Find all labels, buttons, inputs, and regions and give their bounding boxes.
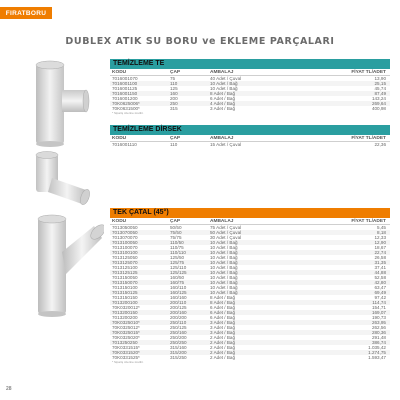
col-fiyat: FİYAT TL/ADET [351,69,386,75]
cell-cap: 110/75 [170,245,184,250]
cell-ambalaj: 10 Adet / Bağ [210,255,238,260]
cell-kod: 70K0331515* [112,345,140,350]
cell-ambalaj: 6 Adet / Bağ [210,305,236,310]
brand-logo: FIRATBORU [0,7,52,19]
section-title: TEMİZLEME TE [110,59,390,69]
section-title: TEMİZLEME DİRSEK [110,125,390,135]
cell-ambalaj: 2 Adet / Bağ [210,340,236,345]
section-title: TEK ÇATAL (45°) [110,208,390,218]
cell-cap: 160/75 [170,280,185,285]
cell-kod: 7013070070 [112,235,138,240]
column-header-row [110,135,390,142]
cell-cap: 125/125 [170,270,187,275]
cell-kod: 7013100070 [112,245,138,250]
cell-cap: 250 [170,101,178,106]
cell-kod: 7016001100 [112,81,138,86]
cell-kod: 70K0625006* [112,101,140,106]
cell-kod: 7013050050 [112,225,138,230]
temizleme-dirsek-image [30,150,100,210]
cell-ambalaj: 10 Adet / Bağ [210,245,238,250]
cell-fiyat: 143,24 [371,96,386,101]
cell-kod: 7013100100 [112,250,138,255]
column-header-row [110,218,390,225]
cell-cap: 200/125 [170,305,187,310]
footnote: * Sipariş üzerine üretilir. [112,360,144,364]
cell-cap: 315 [170,106,178,111]
cell-cap: 250/250 [170,340,187,345]
cell-cap: 75 [170,76,176,81]
table-body [110,76,390,111]
section-temizleme-dirsek [110,125,390,147]
col-ambalaj: AMBALAJ [210,69,234,75]
cell-fiyat: 97,42 [374,295,386,300]
cell-cap: 200/160 [170,310,187,315]
table-row [110,355,390,360]
cell-fiyat: 31,35 [374,260,386,265]
col-ambalaj: AMBALAJ [210,135,234,141]
cell-cap: 250/125 [170,325,187,330]
section-temizleme-te [110,59,390,115]
cell-ambalaj: 6 Adet / Bağ [210,310,236,315]
cell-fiyat: 18,67 [374,245,386,250]
cell-fiyat: 87,49 [374,91,386,96]
cell-fiyat: 44,88 [374,270,386,275]
cell-ambalaj: 2 Adet / Bağ [210,335,236,340]
cell-fiyat: 22,74 [374,250,386,255]
col-fiyat: FİYAT TL/ADET [351,135,386,141]
table-row [110,106,390,111]
col-kod: KODU [112,69,127,75]
cell-ambalaj: 2 Adet / Bağ [210,345,236,350]
cell-fiyat: 263,95 [371,320,386,325]
cell-ambalaj: 10 Adet / Bağ [210,81,238,86]
cell-cap: 75/75 [170,235,182,240]
cell-fiyat: 1.593,47 [368,355,386,360]
cell-ambalaj: 8 Adet / Bağ [210,295,236,300]
cell-cap: 160 [170,91,178,96]
cell-fiyat: 13,90 [374,76,386,81]
cell-kod: 7016001200 [112,96,138,101]
cell-kod: 70K0325020* [112,335,140,340]
cell-ambalaj: 10 Adet / Bağ [210,270,238,275]
page-title: DUBLEX ATIK SU BORU ve EKLEME PARÇALARI [65,36,335,47]
cell-kod: 70K0631500* [112,106,140,111]
cell-fiyat: 22,36 [374,142,386,147]
cell-ambalaj: 10 Adet / Bağ [210,240,238,245]
cell-cap: 125/75 [170,260,185,265]
cell-ambalaj: 40 Adet / Çuval [210,76,242,81]
col-fiyat: FİYAT TL/ADET [351,218,386,224]
cell-ambalaj: 3 Adet / Bağ [210,106,236,111]
cell-ambalaj: 2 Adet / Bağ [210,350,236,355]
cell-ambalaj: 8 Adet / Bağ [210,300,236,305]
cell-ambalaj: 10 Adet / Bağ [210,86,238,91]
cell-ambalaj: 3 Adet / Bağ [210,330,236,335]
cell-fiyat: 280,36 [371,330,386,335]
cell-cap: 315/160 [170,345,187,350]
cell-cap: 160/125 [170,290,187,295]
cell-ambalaj: 10 Adet / Bağ [210,290,238,295]
cell-kod: 7016001070 [112,76,138,81]
cell-kod: 70K0325012* [112,325,140,330]
cell-ambalaj: 50 Adet / Çuval [210,230,242,235]
cell-cap: 250/110 [170,320,187,325]
cell-ambalaj: 4 Adet / Bağ [210,101,236,106]
temizleme-te-image [18,60,90,148]
cell-cap: 110 [170,81,178,86]
cell-fiyat: 400,98 [371,106,386,111]
cell-cap: 160/50 [170,275,185,280]
table-body [110,142,390,147]
cell-fiyat: 8,18 [377,230,386,235]
cell-ambalaj: 10 Adet / Bağ [210,280,238,285]
cell-cap: 125/110 [170,265,187,270]
col-ambalaj: AMBALAJ [210,218,234,224]
cell-kod: 7013150050 [112,275,138,280]
cell-ambalaj: 8 Adet / Bağ [210,91,236,96]
cell-kod: 7013125050 [112,255,138,260]
cell-kod: 7013125070 [112,260,138,265]
cell-kod: 70K0331525* [112,355,140,360]
col-kod: KODU [112,218,127,224]
cell-kod: 7013200200 [112,315,138,320]
cell-fiyat: 45,74 [374,86,386,91]
cell-fiyat: 169,07 [371,310,386,315]
cell-fiyat: 114,74 [372,300,386,305]
cell-fiyat: 154,71 [371,305,386,310]
cell-cap: 250/200 [170,335,187,340]
cell-kod: 7016001125 [112,86,138,91]
cell-kod: 7016001150 [112,91,138,96]
cell-cap: 160/110 [170,285,187,290]
cell-kod: 7013125100 [112,265,138,270]
cell-kod: 70K0325015* [112,330,140,335]
col-cap: ÇAP [170,218,181,224]
cell-cap: 200/110 [170,300,187,305]
cell-fiyat: 262,56 [371,325,386,330]
cell-ambalaj: 10 Adet / Bağ [210,275,238,280]
col-kod: KODU [112,135,127,141]
cell-kod: 7016001110 [112,142,137,147]
tek-catal-image [14,212,104,322]
cell-ambalaj: 75 Adet / Çuval [210,225,242,230]
cell-fiyat: 1.035,42 [368,345,386,350]
cell-ambalaj: 10 Adet / Bağ [210,260,238,265]
cell-ambalaj: 2 Adet / Bağ [210,355,236,360]
cell-kod: 70K0331520* [112,350,140,355]
cell-kod: 7013150125 [112,290,138,295]
cell-fiyat: 1.274,75 [368,350,386,355]
cell-ambalaj: 6 Adet / Bağ [210,96,236,101]
cell-kod: 7013100050 [112,240,138,245]
cell-fiyat: 63,47 [374,285,386,290]
cell-fiyat: 52,58 [374,275,386,280]
cell-cap: 200/200 [170,315,187,320]
cell-cap: 200 [170,96,178,101]
cell-ambalaj: 3 Adet / Bağ [210,320,236,325]
cell-kod: 7013070050 [112,230,138,235]
page-number: 28 [6,386,12,392]
cell-fiyat: 269,64 [371,101,386,106]
cell-kod: 7013150100 [112,285,138,290]
col-cap: ÇAP [170,69,181,75]
cell-cap: 75/50 [170,230,182,235]
cell-ambalaj: 30 Adet / Çuval [210,235,242,240]
cell-cap: 50/50 [170,225,182,230]
cell-fiyat: 42,80 [374,280,386,285]
cell-fiyat: 69,49 [374,290,386,295]
cell-fiyat: 386,74 [371,340,386,345]
cell-fiyat: 12,33 [374,235,386,240]
cell-kod: 7013200150 [112,310,138,315]
cell-ambalaj: 6 Adet / Bağ [210,315,236,320]
cell-ambalaj: 15 Adet / Çuval [210,142,242,147]
col-cap: ÇAP [170,135,181,141]
section-tek-catal [110,208,390,364]
cell-kod: 70K0320012* [112,305,140,310]
table-row [110,142,390,147]
footnote: * Sipariş üzerine üretilir. [112,111,144,115]
cell-cap: 315/250 [170,355,187,360]
cell-cap: 125/50 [170,255,185,260]
cell-fiyat: 291,48 [371,335,386,340]
cell-cap: 160/160 [170,295,187,300]
cell-fiyat: 5,45 [377,225,386,230]
cell-cap: 110/110 [170,250,186,255]
cell-fiyat: 25,15 [374,81,386,86]
cell-kod: 7013150070 [112,280,138,285]
cell-ambalaj: 10 Adet / Bağ [210,285,238,290]
cell-fiyat: 26,58 [374,255,386,260]
cell-fiyat: 37,41 [374,265,386,270]
cell-cap: 315/200 [170,350,187,355]
cell-fiyat: 12,90 [374,240,386,245]
cell-kod: 7013200100 [112,300,138,305]
cell-fiyat: 190,73 [371,315,386,320]
cell-cap: 110/50 [170,240,184,245]
cell-kod: 7013250250 [112,340,138,345]
cell-kod: 7013125125 [112,270,138,275]
column-header-row [110,69,390,76]
cell-ambalaj: 10 Adet / Bağ [210,250,238,255]
cell-cap: 110 [170,142,178,147]
cell-ambalaj: 10 Adet / Bağ [210,265,238,270]
table-body [110,225,390,360]
cell-cap: 250/160 [170,330,187,335]
cell-kod: 7013150150 [112,295,138,300]
cell-kod: 70K0325010* [112,320,140,325]
cell-cap: 125 [170,86,178,91]
cell-ambalaj: 3 Adet / Bağ [210,325,236,330]
